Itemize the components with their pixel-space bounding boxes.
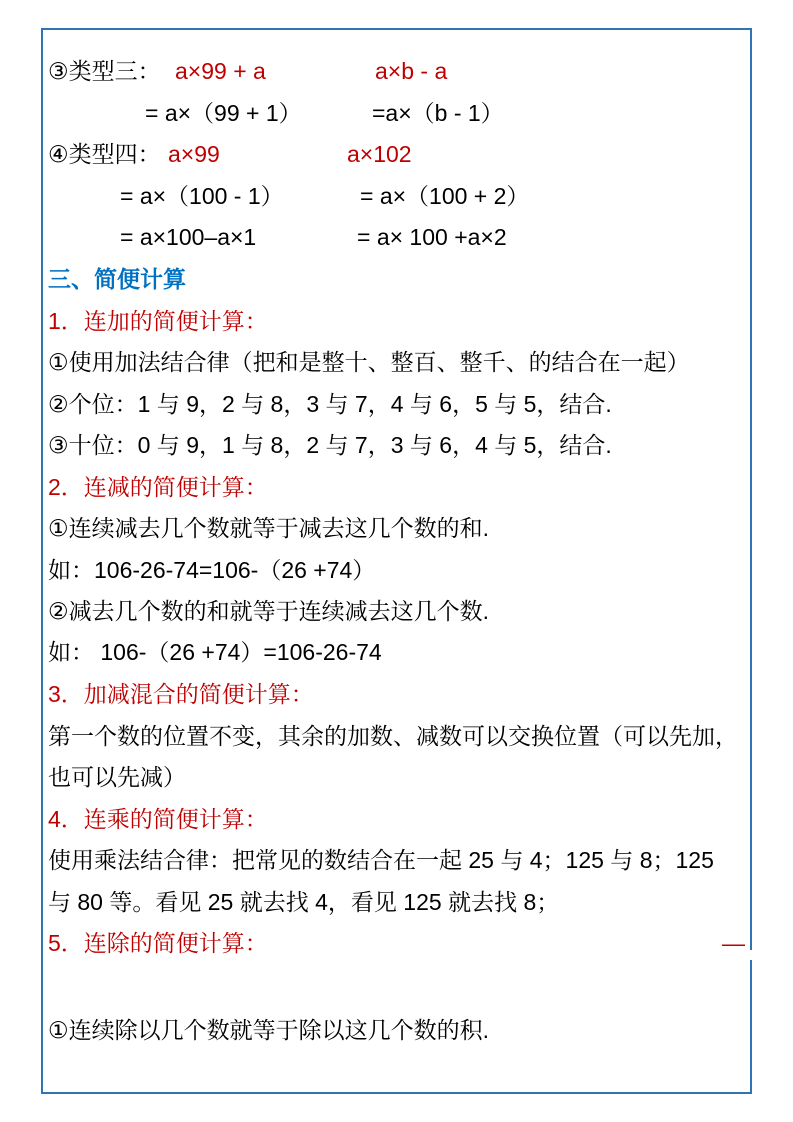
topic-line: 使用乘法结合律：把常见的数结合在一起 25 与 4；125 与 8；125 <box>48 847 714 873</box>
topic-line: 也可以先减） <box>48 764 186 790</box>
type4-expression-2: a×102 <box>347 141 412 167</box>
section-title: 三、简便计算 <box>48 266 186 292</box>
type4-step-2b: = a× 100 +a×2 <box>357 224 507 250</box>
topic-line: ①连续减去几个数就等于减去这几个数的和. <box>48 515 490 541</box>
topic-line: ②减去几个数的和就等于连续减去这几个数. <box>48 598 490 624</box>
type4-step-1a: = a×（100 - 1） <box>120 183 284 209</box>
topic-heading-addition: 1．连加的简便计算： <box>48 308 268 334</box>
type4-step-1b: = a×（100 + 2） <box>360 183 530 209</box>
topic-line: ①连续除以几个数就等于除以这几个数的积. <box>48 1017 490 1043</box>
dash-marker: — <box>722 930 745 956</box>
topic-line: 如： 106-（26 +74）=106-26-74 <box>48 639 382 665</box>
border-gap <box>747 950 755 960</box>
topic-line: ②个位：1 与 9，2 与 8，3 与 7，4 与 6，5 与 5，结合. <box>48 391 612 417</box>
topic-heading-division: 5．连除的简便计算： <box>48 930 268 956</box>
topic-heading-mixed: 3．加减混合的简便计算： <box>48 681 314 707</box>
topic-line: 如：106-26-74=106-（26 +74） <box>48 557 376 583</box>
topic-line: 第一个数的位置不变，其余的加数、减数可以交换位置（可以先加， <box>48 723 738 749</box>
type3-label: ③类型三： <box>48 58 161 84</box>
type3-expression-1: a×99 + a <box>175 58 266 84</box>
topic-line: ①使用加法结合律（把和是整十、整百、整千、的结合在一起） <box>48 349 690 375</box>
type3-step-1b: =a×（b - 1） <box>372 100 504 126</box>
topic-line: ③十位：0 与 9，1 与 8，2 与 7，3 与 6，4 与 5，结合. <box>48 432 612 458</box>
topic-heading-multiplication: 4．连乘的简便计算： <box>48 806 268 832</box>
topic-heading-subtraction: 2．连减的简便计算： <box>48 474 268 500</box>
type4-label: ④类型四： <box>48 141 161 167</box>
type3-step-1a: = a×（99 + 1） <box>145 100 302 126</box>
type4-step-2a: = a×100–a×1 <box>120 224 257 250</box>
type3-expression-2: a×b - a <box>375 58 448 84</box>
type4-expression-1: a×99 <box>168 141 220 167</box>
topic-line: 与 80 等。看见 25 就去找 4，看见 125 就去找 8； <box>48 889 560 915</box>
